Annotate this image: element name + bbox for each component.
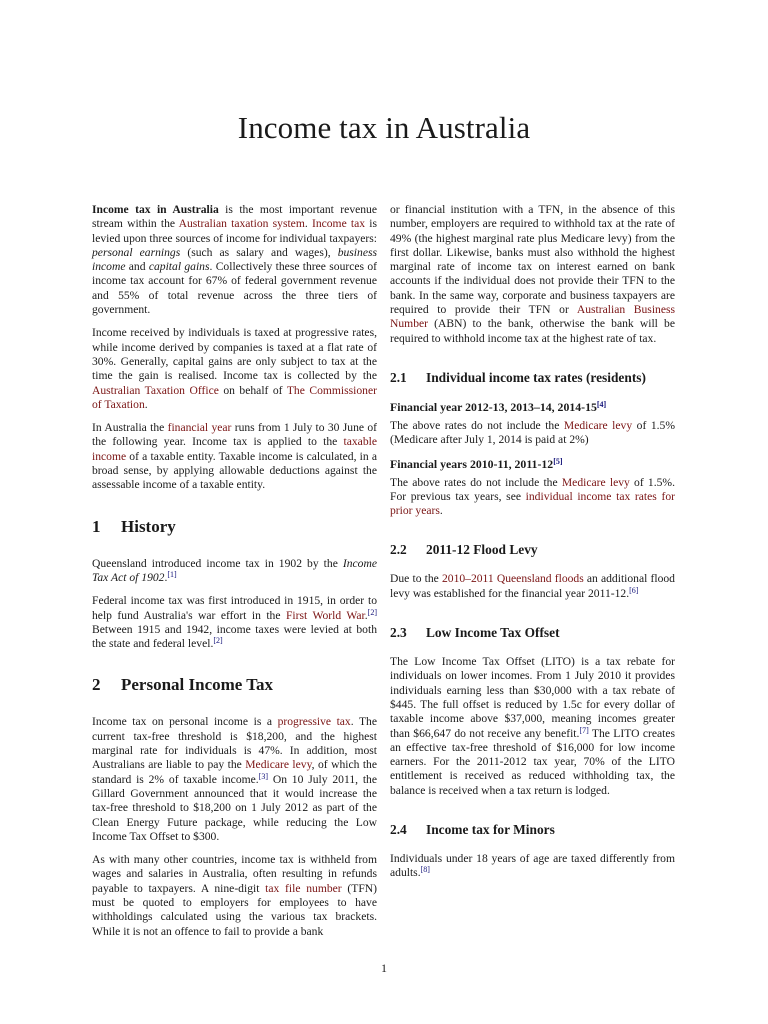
text: Income received by individuals is taxed at progressive rates, while income derived by companies is taxed at a flat rate of 30%. Generally, capital gains are only subject to tax at the time the gain is realised. Income tax is collected by the [92, 326, 377, 383]
emphasis: Income Tax Act of 1902 [92, 556, 377, 584]
reference-link[interactable]: [4] [596, 399, 607, 409]
history-paragraph-2 [92, 594, 377, 651]
text: . [304, 217, 312, 231]
link-tax-file-number[interactable]: tax file number [265, 881, 342, 895]
text: (such as salary and wages), [180, 245, 338, 259]
text: The Low Income Tax Offset (LITO) is a tax rebate for individuals on lower incomes. From 1 July 2010 it provides individuals earning less than $30,000 with a tax rebate of $445. The full offset is reduced by 1.5c for every dollar of taxable income above $37,000, meaning incomes greater than $66,647 do not receive any benefit. [390, 655, 675, 740]
text: Queensland introduced income tax in 1902 by the [92, 556, 343, 570]
reference-marker [167, 570, 176, 579]
subsection-number: 2.1 [390, 369, 407, 385]
left-column [92, 203, 377, 948]
text: . [144, 397, 148, 411]
flood-paragraph [390, 572, 675, 601]
reference-marker [213, 636, 222, 645]
reference-marker [553, 457, 562, 466]
text: The LITO creates an effective tax-free threshold of $16,000 for low income earners. For the 2011-2012 tax year, 70% of the LITO entitlement is received as reduced withholding tax, the balance is received when a tax return is lodged. [390, 726, 675, 797]
section-number: 1 [92, 516, 101, 536]
text: . [164, 570, 168, 584]
link-medicare-levy[interactable]: Medicare levy [563, 418, 633, 432]
section-title: History [121, 516, 176, 536]
text: of a taxable entity. Taxable income is calculated, in a broad sense, by applying allowable deductions against the assessable income of a taxable entity. [92, 449, 377, 492]
subsection-title: Low Income Tax Offset [426, 625, 560, 641]
text: The above rates do not include the [390, 475, 562, 489]
subsection-number: 2.4 [390, 822, 407, 838]
link-income-tax[interactable]: Income tax [311, 217, 366, 231]
page-title: Income tax in Australia [237, 110, 531, 145]
lito-paragraph [390, 655, 675, 798]
text: or financial institution with a TFN, in the absence of this number, employers are required to withhold tax at the rate of 49% (the highest marginal rate plus Medicare levy) from the first dollar. Likewise, banks must also withhold the highest marginal rate of income tax on interest earned on bank accounts if the individual does not provide their TFN to the bank. In the same way, corporate and business taxpayers are required to provide their TFN or [390, 203, 675, 317]
link-taxable-income[interactable]: taxable income [92, 435, 377, 463]
reference-link[interactable]: [7] [579, 725, 589, 735]
subsection-number: 2.3 [390, 625, 407, 641]
subsection-title: 2011-12 Flood Levy [426, 542, 538, 558]
text: is the most important revenue stream within the [92, 203, 377, 231]
link-financial-year[interactable]: financial year [167, 421, 232, 435]
link-first-world-war[interactable]: First World War [285, 608, 365, 622]
text: Between 1915 and 1942, income taxes were levied at both the state and federal level. [92, 622, 377, 651]
emphasis: capital gains [148, 260, 210, 274]
text: On 10 July 2011, the Gillard Government announced that it would increase the tax-free threshold to $18,200 on 1 July 2012 as part of the Clean Energy Future package, while reducing the Low Income Tax Offset to $300. [92, 772, 377, 843]
section-title: Personal Income Tax [121, 675, 274, 695]
personal-paragraph-1 [92, 715, 377, 844]
text: Financial years 2010-11, 2011-12 [390, 456, 554, 471]
lead-term: Income tax in Australia [92, 203, 219, 216]
link-australian-business-number[interactable]: Australian Business Number [390, 303, 676, 331]
section-heading-history [92, 517, 377, 537]
text: As with many other countries, income tax is withheld from wages and salaries in Australia, often resulting in refunds payable to taxpayers. A nine-digit [92, 853, 377, 895]
reference-link[interactable]: [6] [629, 585, 639, 595]
link-commissioner-of-taxation[interactable]: The Commissioner of Taxation [92, 383, 377, 411]
reference-link[interactable]: [2] [367, 607, 377, 617]
rates-paragraph-a [390, 419, 675, 448]
subsection-title: Income tax for Minors [426, 822, 555, 838]
rates-paragraph-b [390, 476, 675, 519]
text: Due to the [390, 572, 442, 586]
link-australian-taxation-office[interactable]: Australian Taxation Office [92, 383, 219, 397]
emphasis: personal earnings [92, 245, 181, 259]
reference-link[interactable]: [2] [213, 636, 223, 646]
text: . The current tax-free threshold is $18,200, and the highest marginal rate for individuals is 47%. In addition, most Australians are liable to pay the [92, 715, 377, 772]
section-heading-personal-income-tax [92, 675, 377, 695]
reference-marker [421, 865, 430, 874]
link-prior-year-rates[interactable]: individual income tax rates for prior years [390, 489, 675, 518]
reference-link[interactable]: [1] [167, 569, 177, 579]
text: Income tax on personal income is a [92, 715, 278, 729]
text: on behalf of [218, 383, 287, 397]
personal-paragraph-2-continued [390, 203, 675, 346]
text: (ABN) to the bank, otherwise the bank will be required to withhold income tax at the highest rate of tax. [390, 317, 675, 345]
emphasis: business income [92, 245, 377, 274]
text: , of which the standard is 2% of taxable income. [92, 758, 378, 786]
intro-paragraph-3 [92, 421, 377, 492]
reference-link[interactable]: [3] [258, 771, 269, 781]
paragraph-heading-2012-15 [390, 400, 675, 414]
text: . [439, 504, 443, 518]
reference-marker [629, 586, 638, 595]
reference-marker [368, 608, 377, 617]
text: Federal income tax was first introduced in 1915, in order to help fund Australia's war effort in the [92, 594, 377, 622]
subsection-title: Individual income tax rates (residents) [426, 369, 646, 385]
reference-marker [597, 400, 606, 409]
link-progressive-tax[interactable]: progressive tax [277, 715, 351, 729]
subsection-heading-flood-levy [390, 542, 675, 558]
subsection-heading-lito [390, 625, 675, 641]
history-paragraph-1 [92, 557, 377, 586]
subsection-heading-individual-rates [390, 370, 675, 386]
minors-paragraph [390, 852, 675, 881]
text: of 1.5%. For previous tax years, see [390, 475, 675, 503]
text: . [364, 608, 368, 622]
text: Financial year 2012-13, 2013–14, 2014-15 [390, 399, 597, 414]
text: an additional flood levy was established for the financial year 2011-12. [390, 572, 675, 600]
text: of 1.5% (Medicare after July 1, 2014 is paid at 2%) [390, 418, 675, 447]
text: . Collectively these three sources of income tax account for 67% of federal government revenue and 55% of total revenue across the three tiers of government. [92, 260, 377, 317]
link-medicare-levy[interactable]: Medicare levy [245, 758, 312, 772]
text: and [125, 260, 149, 274]
reference-link[interactable]: [5] [553, 456, 563, 466]
text: (TFN) must be quoted to employers for employees to have withholdings calculated using the various tax brackets. While it is not an offence to fail to provide a bank [92, 881, 378, 938]
subsection-number: 2.2 [390, 542, 407, 558]
right-column [390, 203, 675, 890]
reference-marker [579, 726, 588, 735]
text: Individuals under 18 years of age are taxed differently from adults. [390, 852, 675, 880]
text: In Australia the [92, 421, 168, 435]
intro-paragraph-1 [92, 203, 377, 317]
paragraph-heading-2010-12 [390, 457, 675, 471]
text: The above rates do not include the [390, 418, 564, 432]
personal-paragraph-2 [92, 853, 377, 939]
text: runs from 1 July to 30 June of the following year. Income tax is applied to the [92, 421, 377, 449]
section-number: 2 [92, 675, 101, 695]
intro-paragraph-2 [92, 326, 377, 412]
link-australian-taxation-system[interactable]: Australian taxation system [178, 217, 305, 231]
reference-marker [259, 772, 268, 781]
subsection-heading-minors [390, 822, 675, 838]
link-medicare-levy[interactable]: Medicare levy [561, 475, 630, 489]
reference-link[interactable]: [8] [420, 865, 430, 875]
page-number: 1 [381, 961, 387, 975]
link-queensland-floods[interactable]: 2010–2011 Queensland floods [441, 572, 584, 586]
text: is levied upon three sources of income for individual taxpayers: [92, 217, 377, 245]
